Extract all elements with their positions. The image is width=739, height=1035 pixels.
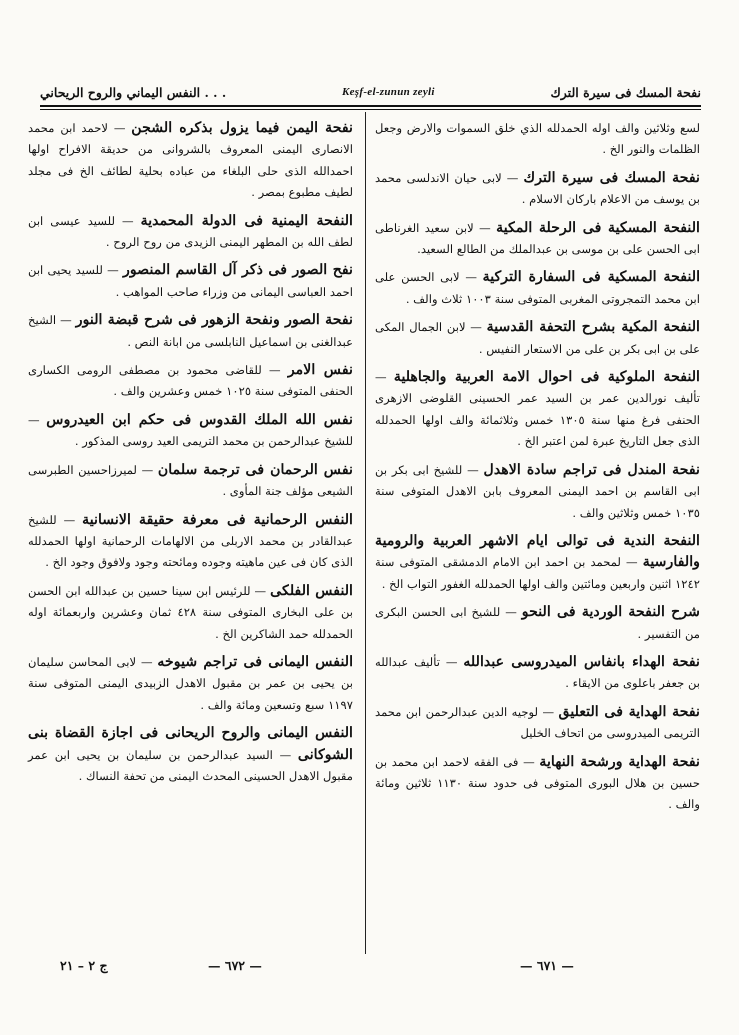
- bibliography-entry: [28, 310, 353, 353]
- header-left-title: النفس اليماني والروح الريحاني . . .: [40, 84, 227, 100]
- entry-body: — لابن سعيد الغرناطى ابى الحسن على بن موسى بن عبدالملك من الطالع السعيد.: [375, 220, 700, 257]
- entry-title: النفحة المسكية فى السفارة التركية: [482, 269, 701, 286]
- bibliography-entry: [375, 602, 700, 645]
- entry-body: — السيد عبدالرحمن بن سليمان بن يحيى ابن عمر مقبول الاهدل الحسينى المحدث اليمنى من تحفة النساك .: [28, 747, 353, 783]
- entry-title: النفحة الندية فى توالى ايام الاشهر العربية والرومية والفارسية: [375, 532, 701, 571]
- column-divider: [365, 112, 366, 954]
- page-number-right: — ٦٧١ —: [520, 958, 574, 973]
- entry-title: النفحة اليمنية فى الدولة المحمدية: [140, 212, 353, 229]
- entry-body: — لاحمد ابن محمد الانصارى اليمنى المعروف بالشروانى من حديقة الافراح اولها احمدالله الذى حلى البلغاء من عباده بحلية لطائف الخ فى مجلد لطيف مطبوع بمصر .: [28, 121, 353, 200]
- entry-body: — لابى المحاسن سليمان بن يحيى بن عمر بن مقبول الاهدل الزبيدى اليمنى المتوفى سنة ١١٩٧ سبع وتسعين ومائة والف .: [28, 654, 353, 712]
- entry-title: النفحة المكية بشرح التحفة القدسية: [486, 319, 700, 336]
- bibliography-entry: [28, 410, 353, 453]
- entry-title: نفس الله الملك القدوس فى حكم ابن العيدروس: [46, 411, 353, 428]
- entry-body: — للشيخ ابى الحسن البكرى من التفسير .: [375, 605, 700, 641]
- entry-title: النفس الرحمانية فى معرفة حقيقة الانسانية: [82, 511, 353, 528]
- entry-title: نفحة المندل فى تراجم سادة الاهدل: [483, 461, 700, 478]
- entry-title: النفحة الملوكية فى احوال الامة العربية والجاهلية: [393, 369, 700, 386]
- entry-title: نفحة الهداية ورشحة النهاية: [539, 753, 700, 770]
- bibliography-entry: [28, 510, 353, 574]
- entry-title: النفس الفلكى: [270, 582, 354, 599]
- page-footer: [40, 958, 701, 978]
- bibliography-entry: [375, 267, 700, 310]
- header-right-title: نفحة المسك فى سيرة الترك: [550, 84, 701, 100]
- entry-title: نفحة المسك فى سيرة الترك: [523, 169, 700, 186]
- entry-body: — فى الفقه لاحمد ابن محمد بن حسين بن هلال البورى المتوفى فى حدود سنة ١١٣٠ ثلاثين ومائة والف .: [375, 754, 700, 812]
- bibliography-entry: [28, 211, 353, 254]
- entry-body: — للقاضى محمود بن مصطفى الرومى الكسارى الحنفى المتوفى سنة ١٠٢٥ خمس وعشرين والف .: [28, 363, 353, 399]
- entry-body: — للسيد يحيى ابن احمد العباسى اليمانى من وزراء صاحب المواهب .: [28, 263, 353, 299]
- entry-title: نفحة الصور ونفحة الزهور فى شرح قبضة النور: [75, 312, 354, 329]
- entry-title: نفس الامر: [287, 362, 353, 379]
- header-rule-thin: [40, 109, 701, 110]
- entry-title: شرح النفحة الوردية فى النحو: [521, 604, 700, 621]
- header-rule-thick: [40, 105, 701, 107]
- entry-title: نفحة اليمن فيما يزول بذكره الشجن: [131, 120, 353, 136]
- entry-body: — لميرزاحسين الطبرسى الشيعى مؤلف جنة المأوى .: [28, 462, 353, 499]
- entry-body: — لمحمد بن احمد ابن الامام الدمشقى المتوفى سنة ١٢٤٢ اثنين واربعين ومائتين والف اولها الحمدلله الغفور التواب الخ .: [375, 555, 700, 591]
- entry-body: — لوجيه الدين عبدالرحمن ابن محمد التريمى الميدروسى من اتحاف الخليل: [375, 704, 700, 741]
- entry-body: — تأليف نورالدين عمر بن السيد عمر الحسينى القلوضى الازهرى الحنفى فرغ منها سنة ١٣٠٥ خمس وثلاثمائة والف اولها الحمدلله الذى جعل التاريخ عبرة لمن اعتبر الخ .: [375, 370, 700, 449]
- bibliography-entry: [375, 118, 700, 161]
- bibliography-entry: [28, 360, 353, 403]
- entry-title: نفح الصور فى ذكر آل القاسم المنصور: [122, 262, 353, 279]
- entry-body: — للسيد عيسى ابن لطف الله بن المطهر اليمنى الزيدى من روح الروح .: [28, 213, 353, 250]
- bibliography-entry: [375, 367, 700, 453]
- entry-body: لسع وثلاثين والف اوله الحمدلله الذي خلق السموات والارض وجعل الظلمات والنور الخ .: [375, 121, 700, 157]
- entry-body: — للشيخ عبدالقادر بن محمد الاربلى من الالهامات الرحمانية اولها الحمدلله الذى كان فى عين ماهيته وجوده ومائحته وجود ولافوق وجود الخ .: [28, 512, 353, 570]
- entry-body: — الشيخ عبدالغنى بن اسماعيل النابلسى من ابانة النص .: [28, 313, 353, 349]
- bibliography-entry: [28, 460, 353, 503]
- entry-title: نفس الرحمان فى ترجمة سلمان: [157, 461, 353, 478]
- bibliography-entry: [375, 531, 700, 595]
- signature-mark: ج ٢ – ٢١: [60, 958, 108, 973]
- entry-body: — تأليف عبدالله بن جعفر باعلوى من الايقاء .: [375, 654, 700, 691]
- bibliography-entry: [375, 317, 700, 360]
- right-column: [375, 118, 700, 823]
- bibliography-entry: [28, 652, 353, 716]
- entry-body: — لابى الحسن على ابن محمد التمجروتى المغربى المتوفى سنة ١٠٠٣ ثلاث والف .: [375, 270, 700, 306]
- entry-title: نفحة الهداء بانفاس الميدروسى عبدالله: [463, 653, 700, 670]
- bibliography-entry: [28, 118, 353, 204]
- entry-body: — للشيخ عبدالرحمن بن محمد التريمى العيد روسى المذكور .: [28, 412, 353, 449]
- bibliography-entry: [375, 702, 700, 745]
- bibliography-entry: [375, 168, 700, 211]
- bibliography-entry: [375, 218, 700, 261]
- bibliography-entry: [375, 652, 700, 695]
- entry-title: النفس اليمانى والروح الريحانى فى اجازة القضاة بنى الشوكانى: [28, 725, 353, 763]
- entry-body: — للرئيس ابن سينا حسين بن عبدالله ابن الحسن بن على البخارى المتوفى سنة ٤٢٨ ثمان وعشرين واربعمائة اوله الحمدلله حمد الشاكرين الخ .: [28, 583, 354, 641]
- entry-title: نفحة الهداية فى التعليق: [558, 703, 701, 720]
- running-header: [40, 80, 701, 104]
- entry-title: النفحة المسكية فى الرحلة المكية: [496, 219, 700, 236]
- entry-body: — للشيخ ابى بكر بن ابى القاسم بن احمد اليمنى المعروف بابن الاهدل المتوفى سنة ١٠٣٥ خمس وثلاثين والف .: [375, 462, 700, 520]
- header-center-title: Keşf-el-zunun zeyli: [341, 86, 435, 98]
- page-number-left: — ٦٧٢ —: [208, 958, 262, 973]
- entry-body: — لابن الجمال المكى على بن ابى بكر بن على من الاستعار النفيس .: [375, 320, 700, 356]
- entry-title: النفس اليمانى فى تراجم شيوخه: [157, 653, 354, 670]
- left-column: [28, 118, 353, 794]
- bibliography-entry: [28, 581, 353, 645]
- bibliography-entry: [28, 260, 353, 303]
- bibliography-entry: [28, 723, 353, 787]
- entry-body: — لابى حيان الاندلسى محمد بن يوسف من الاعلام باركان الاسلام .: [375, 170, 700, 207]
- bibliography-entry: [375, 752, 700, 816]
- bibliography-entry: [375, 460, 700, 524]
